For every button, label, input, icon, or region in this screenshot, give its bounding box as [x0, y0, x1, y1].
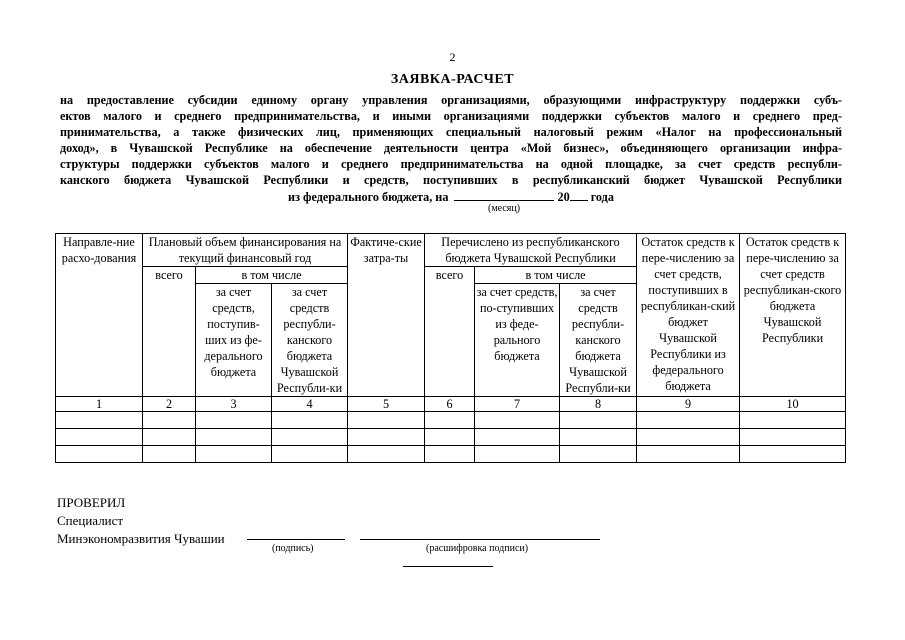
- document-subtitle: [60, 92, 842, 205]
- header-planned: Плановый объем финансирования на текущий финансовый год: [143, 234, 348, 267]
- column-number: 4: [272, 397, 348, 412]
- table-cell[interactable]: [348, 429, 425, 446]
- header-transferred-including: в том числе: [475, 267, 637, 284]
- header-transferred-federal: за счет средств, по-ступивших из феде-рального бюджета: [475, 284, 560, 397]
- table-cell[interactable]: [348, 412, 425, 429]
- subtitle-line: канского бюджета Чувашской Республики и средств, поступивших в республиканский бюджет Чувашской Республики: [60, 173, 842, 187]
- table-cell[interactable]: [348, 446, 425, 463]
- table-cell[interactable]: [740, 412, 846, 429]
- table-cell[interactable]: [56, 412, 143, 429]
- subtitle-line: доход», в Чувашской Республике на обеспечение деятельности центра «Мой бизнес», объединяющего организации инфра-: [60, 141, 842, 155]
- table-cell[interactable]: [560, 429, 637, 446]
- header-direction: Направле-ние расхо-дования: [56, 234, 143, 397]
- subtitle-line: на предоставление субсидии единому органу управления организациями, образующими инфраструктуру поддержки субъ-: [60, 93, 842, 107]
- column-number: 6: [425, 397, 475, 412]
- subtitle-last-line: [60, 188, 842, 205]
- ministry-label: Минэкономразвития Чувашии: [57, 531, 225, 546]
- table-cell[interactable]: [196, 429, 272, 446]
- month-blank-field[interactable]: [454, 188, 554, 201]
- table-cell[interactable]: [272, 429, 348, 446]
- column-number: 2: [143, 397, 196, 412]
- subtitle-last-suffix: года: [590, 190, 614, 204]
- table-cell[interactable]: [272, 412, 348, 429]
- header-planned-including: в том числе: [196, 267, 348, 284]
- column-number: 3: [196, 397, 272, 412]
- header-transferred-total: всего: [425, 267, 475, 397]
- signature-field[interactable]: [247, 539, 345, 540]
- month-hint: (месяц): [488, 203, 521, 214]
- table-row: [56, 446, 846, 463]
- subtitle-last-prefix: из федерального бюджета, на: [288, 190, 449, 204]
- signature-hint: (подпись): [272, 543, 314, 554]
- table-cell[interactable]: [560, 446, 637, 463]
- signature-decoding-field[interactable]: [360, 539, 600, 540]
- header-planned-federal: за счет средств, поступив-ших из фе-дерального бюджета: [196, 284, 272, 397]
- header-planned-total: всего: [143, 267, 196, 397]
- table-cell[interactable]: [272, 446, 348, 463]
- table-cell[interactable]: [56, 429, 143, 446]
- document-title: ЗАЯВКА-РАСЧЕТ: [390, 72, 515, 87]
- column-number: 9: [637, 397, 740, 412]
- subtitle-line: ектов малого и среднего предпринимательства, и иными организациями поддержки субъектов малого и среднего пред-: [60, 109, 842, 123]
- header-planned-republic: за счет средств республи-канского бюджета Чувашской Республи-ки: [272, 284, 348, 397]
- header-remain-federal: Остаток средств к пере-числению за счет средств, поступивших в республикан-ский бюджет Чувашской Республики из федерального бюджета: [637, 234, 740, 397]
- table-cell[interactable]: [56, 446, 143, 463]
- subtitle-line: принимательства, а также физических лиц, применяющих специальный налоговый режим «Налог на профессиональный: [60, 125, 842, 139]
- page-number: 2: [449, 50, 456, 64]
- calculation-table: [55, 233, 846, 463]
- table-cell[interactable]: [143, 412, 196, 429]
- table-cell[interactable]: [196, 412, 272, 429]
- table-row: [56, 429, 846, 446]
- table-cell[interactable]: [560, 412, 637, 429]
- end-divider: [403, 566, 493, 567]
- table-cell[interactable]: [475, 412, 560, 429]
- table-cell[interactable]: [475, 429, 560, 446]
- checked-label: ПРОВЕРИЛ: [57, 495, 126, 510]
- header-actual: Фактиче-ские затра-ты: [348, 234, 425, 397]
- decoding-hint: (расшифровка подписи): [426, 543, 529, 554]
- header-transferred-republic: за счет средств республи-канского бюджета Чувашской Республи-ки: [560, 284, 637, 397]
- column-number: 1: [56, 397, 143, 412]
- table-cell[interactable]: [475, 446, 560, 463]
- table-cell[interactable]: [143, 429, 196, 446]
- table-cell[interactable]: [637, 429, 740, 446]
- table-cell[interactable]: [196, 446, 272, 463]
- table-cell[interactable]: [143, 446, 196, 463]
- header-transferred: Перечислено из республиканского бюджета Чувашской Республики: [425, 234, 637, 267]
- column-numbers-row: [56, 397, 846, 412]
- header-remain-republic: Остаток средств к пере-числению за счет средств республикан-ского бюджета Чувашской Республики: [740, 234, 846, 397]
- specialist-label: Специалист: [57, 513, 124, 528]
- checked-block: [57, 494, 225, 548]
- column-number: 8: [560, 397, 637, 412]
- year-prefix: 20: [557, 190, 570, 204]
- column-number: 10: [740, 397, 846, 412]
- table-cell[interactable]: [425, 429, 475, 446]
- subtitle-line: структуры поддержки субъектов малого и среднего предпринимательства на одной площадке, за счет средств республи-: [60, 157, 842, 171]
- table-cell[interactable]: [637, 446, 740, 463]
- table-cell[interactable]: [425, 446, 475, 463]
- table-row: [56, 412, 846, 429]
- column-number: 7: [475, 397, 560, 412]
- table-cell[interactable]: [740, 446, 846, 463]
- table-cell[interactable]: [637, 412, 740, 429]
- year-blank-field[interactable]: [570, 188, 588, 201]
- table-cell[interactable]: [740, 429, 846, 446]
- column-number: 5: [348, 397, 425, 412]
- table-cell[interactable]: [425, 412, 475, 429]
